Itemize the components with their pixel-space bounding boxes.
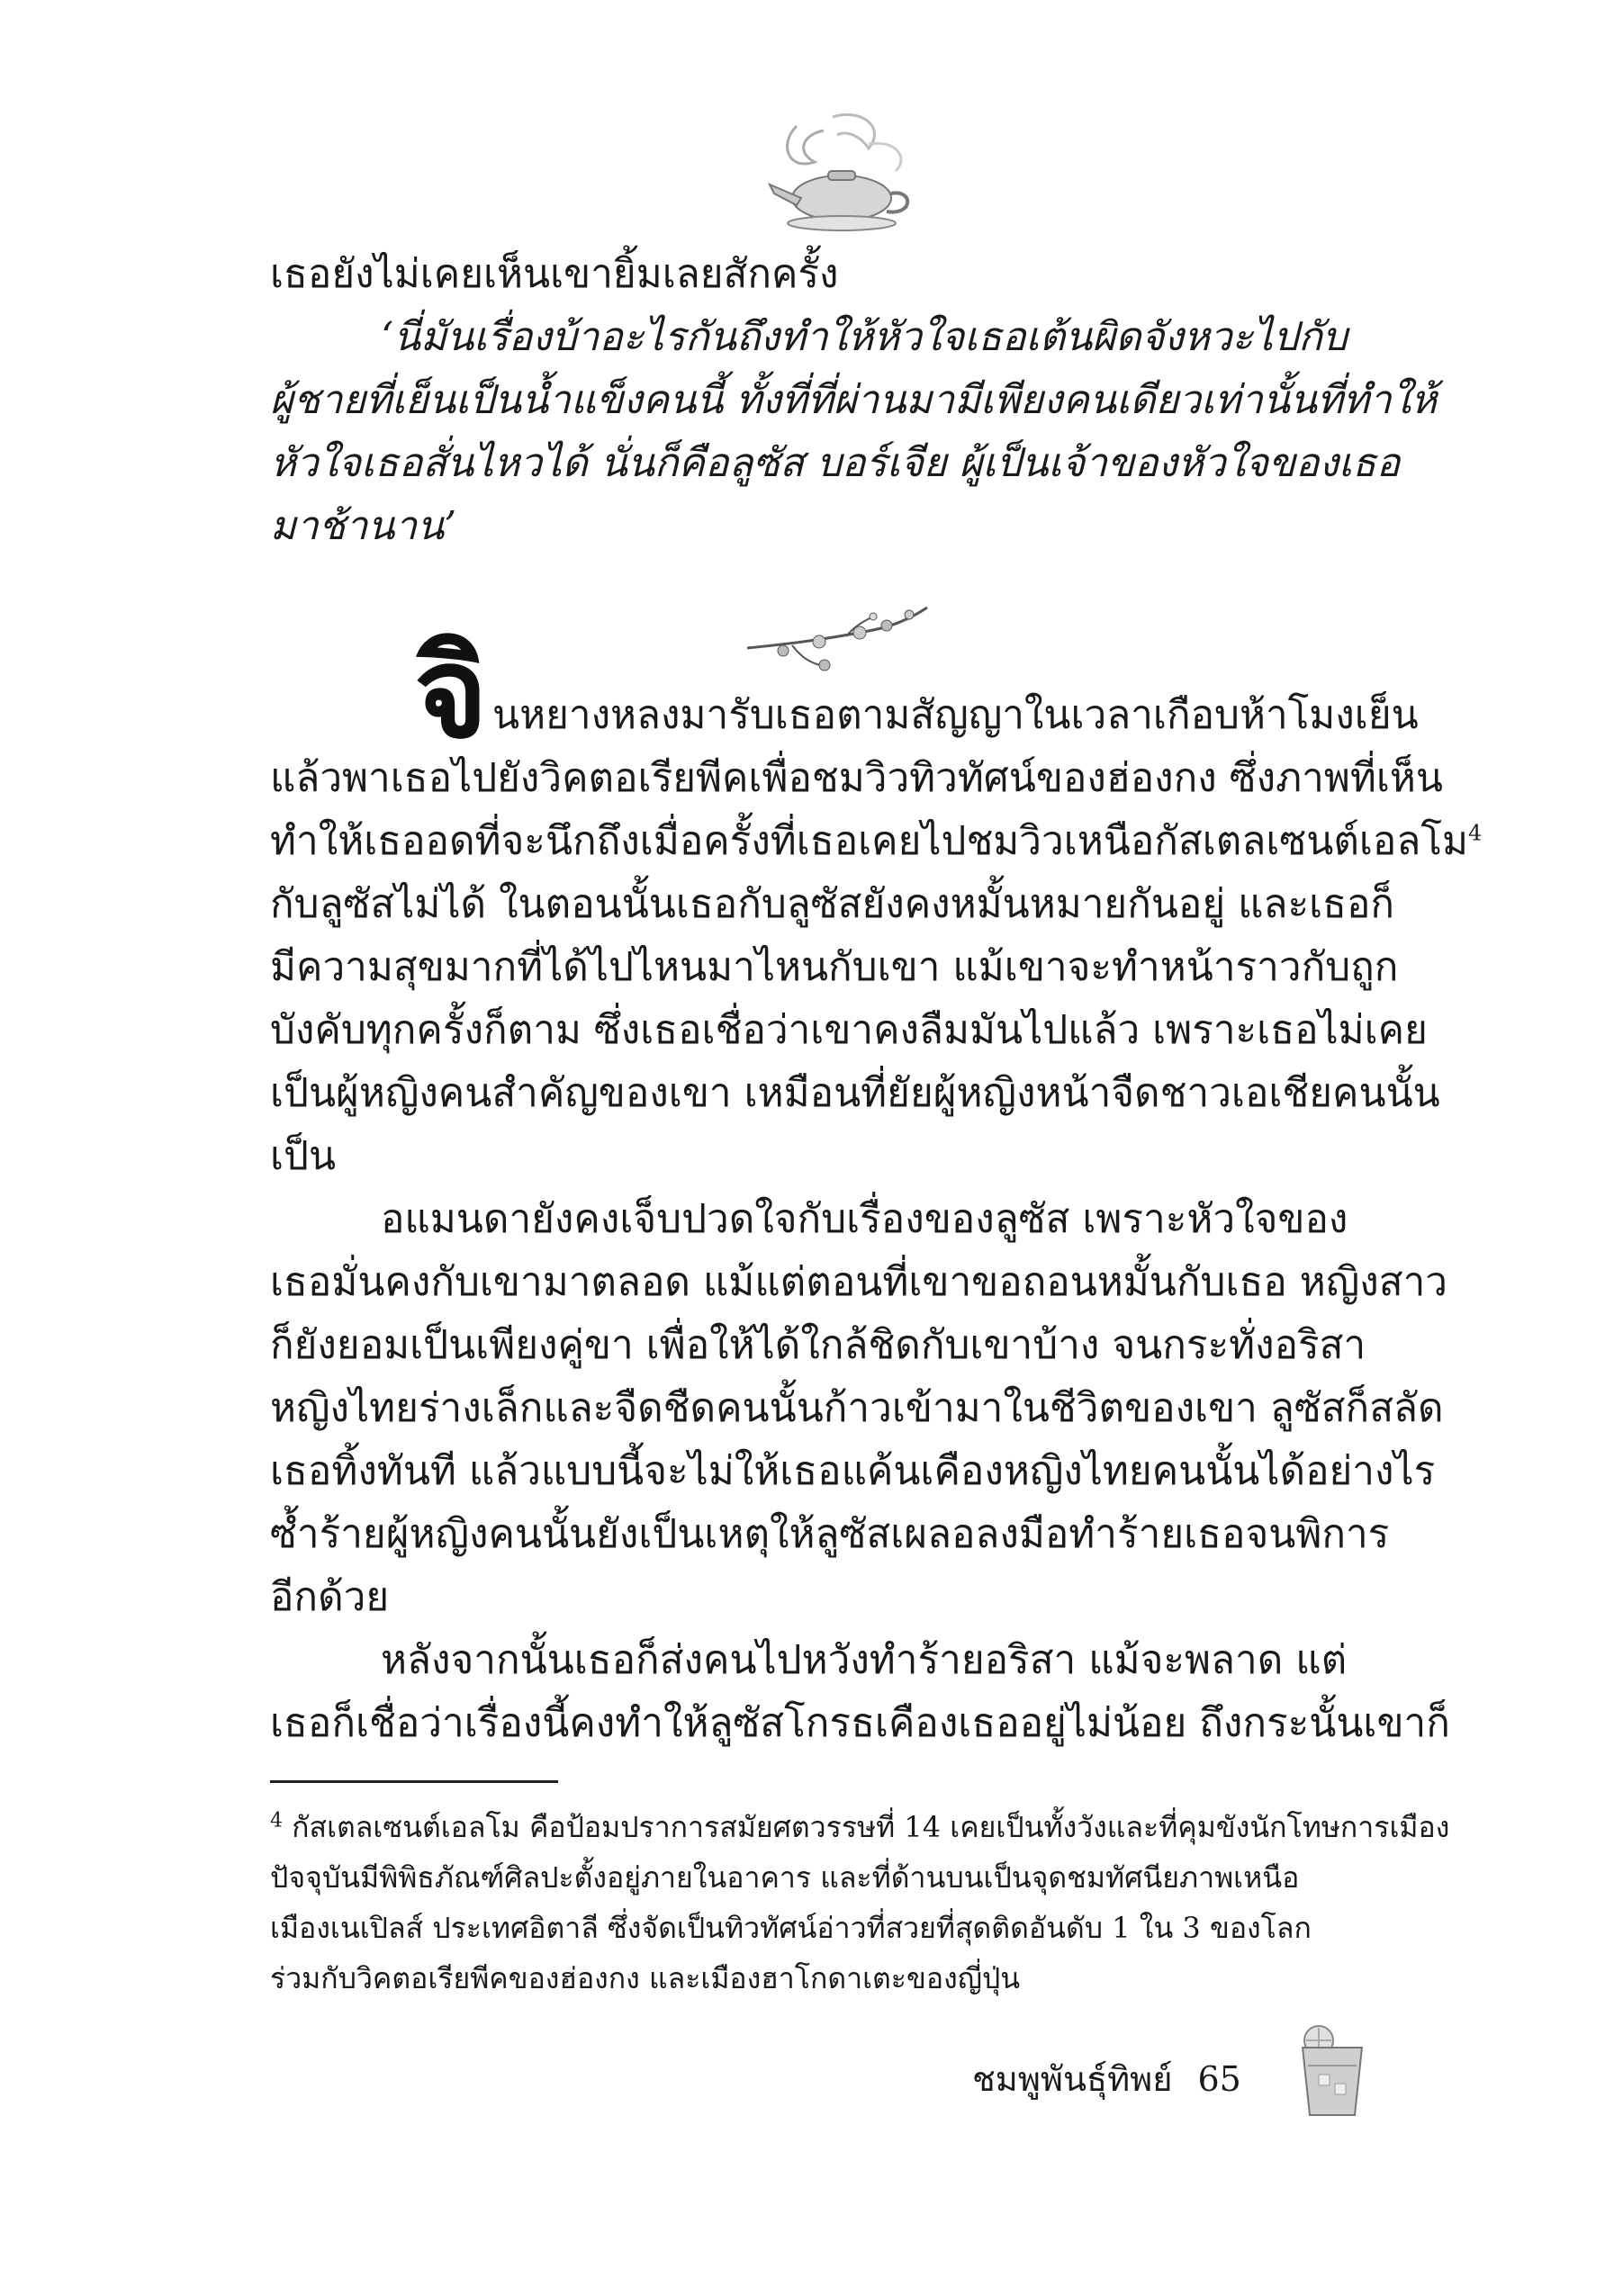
text-line: เธอก็เชื่อว่าเรื่องนี้คงทำให้ลูซัสโกรธเคืองเธออยู่ไม่น้อย ถึงกระนั้นเขาก็ <box>270 1700 1450 1746</box>
text-line: มีความสุขมากที่ได้ไปไหนมาไหนกับเขา แม้เขาจะทำหน้าราวกับถูก <box>270 944 1399 990</box>
text-line: กับลูซัสไม่ได้ ในตอนนั้นเธอกับลูซัสยังคงหมั้นหมายกันอยู่ และเธอก็ <box>270 881 1395 927</box>
italic-line: ‘นี่มันเรื่องบ้าอะไรกันถึงทำให้หัวใจเธอเต้นผิดจังหวะไปกับ <box>381 314 1348 360</box>
text-line: หลังจากนั้นเธอก็ส่งคนไปหวังทำร้ายอริสา แม้จะพลาด แต่ <box>381 1637 1348 1683</box>
text-line: หญิงไทยร่างเล็กและจืดชืดคนนั้นก้าวเข้ามาในชีวิตของเขา ลูซัสก็สลัด <box>270 1385 1444 1431</box>
text-line: บังคับทุกครั้งก็ตาม ซึ่งเธอเชื่อว่าเขาคงลืมมันไปแล้ว เพราะเธอไม่เคย <box>270 1007 1428 1053</box>
footnote-text: กัสเตลเซนต์เอลโม คือป้อมปราการสมัยศตวรรษที่ 14 เคยเป็นทั้งวังและที่คุมขังนักโทษการเมือง <box>292 1810 1450 1844</box>
book-title: ชมพูพันธุ์ทิพย์ <box>972 2059 1173 2099</box>
text-line: อแมนดายังคงเจ็บปวดใจกับเรื่องของลูซัส เพราะหัวใจของ <box>381 1196 1348 1242</box>
text-line: เป็นผู้หญิงคนสำคัญของเขา เหมือนที่ยัยผู้หญิงหน้าจืดชาวเอเชียคนนั้น <box>270 1070 1440 1116</box>
footnote-line: ร่วมกับวิคตอเรียพีคของฮ่องกง และเมืองฮาโกดาเตะของญี่ปุ่น <box>270 1961 1021 1995</box>
text-line: เธอยังไม่เคยเห็นเขายิ้มเลยสักครั้ง <box>270 251 839 297</box>
italic-line: มาช้านาน’ <box>270 503 457 549</box>
dropcap-letter: จิ <box>414 619 489 767</box>
footnote-line: เมืองเนเปิลส์ ประเทศอิตาลี ซึ่งจัดเป็นทิวทัศน์อ่าวที่สวยที่สุดติดอันดับ 1 ใน 3 ของโลก <box>270 1911 1312 1945</box>
text-line: ก็ยังยอมเป็นเพียงคู่ขา เพื่อให้ได้ใกล้ชิดกับเขาบ้าง จนกระทั่งอริสา <box>270 1322 1366 1368</box>
footnote-reference[interactable]: 4 <box>1467 820 1483 846</box>
text-line: เป็น <box>270 1133 337 1179</box>
footnote-line: ปัจจุบันมีพิพิธภัณฑ์ศิลปะตั้งอยู่ภายในอาคาร และที่ด้านบนเป็นจุดชมทัศนียภาพเหนือ <box>270 1860 1300 1895</box>
page-footer <box>972 2052 1241 2106</box>
footnote-mark: 4 <box>270 1809 283 1832</box>
text-line: ซ้ำร้ายผู้หญิงคนนั้นยังเป็นเหตุให้ลูซัสเผลอลงมือทำร้ายเธอจนพิการ <box>270 1511 1390 1557</box>
text-line: แล้วพาเธอไปยังวิคตอเรียพีคเพื่อชมวิวทิวทัศน์ของฮ่องกง ซึ่งภาพที่เห็น <box>270 755 1443 801</box>
page-number: 65 <box>1197 2059 1241 2099</box>
text-line-with-note <box>270 810 1483 873</box>
text-line: เธอทิ้งทันที แล้วแบบนี้จะไม่ให้เธอแค้นเคืองหญิงไทยคนนั้นได้อย่างไร <box>270 1448 1436 1494</box>
opening-section <box>270 243 1438 558</box>
italic-line: ผู้ชายที่เย็นเป็นน้ำแข็งคนนี้ ทั้งที่ที่ผ่านมามีเพียงคนเดียวเท่านั้นที่ทำให้ <box>270 377 1438 423</box>
dropcap-line-text: นหยางหลงมารับเธอตามสัญญาในเวลาเกือบห้าโมงเย็น <box>492 692 1419 738</box>
text-line: เธอมั่นคงกับเขามาตลอด แม้แต่ตอนที่เขาขอถอนหมั้นกับเธอ หญิงสาว <box>270 1259 1448 1305</box>
main-section <box>270 619 1483 1755</box>
footnote-rule <box>270 1780 558 1783</box>
italic-line: หัวใจเธอสั่นไหวได้ นั่นก็คือลูซัส บอร์เจีย ผู้เป็นเจ้าของหัวใจของเธอ <box>270 440 1401 486</box>
text-line: อีกด้วย <box>270 1574 390 1620</box>
text-line: ทำให้เธออดที่จะนึกถึงเมื่อครั้งที่เธอเคยไปชมวิวเหนือกัสเตลเซนต์เอลโม <box>270 818 1468 864</box>
dropcap-line <box>270 619 1419 767</box>
teapot-ornament-icon <box>761 108 923 243</box>
drink-glass-icon <box>1292 2021 1373 2120</box>
blossom-branch-icon <box>738 599 936 680</box>
footnote-line <box>270 1802 1450 1852</box>
footnote <box>270 1802 1450 2003</box>
